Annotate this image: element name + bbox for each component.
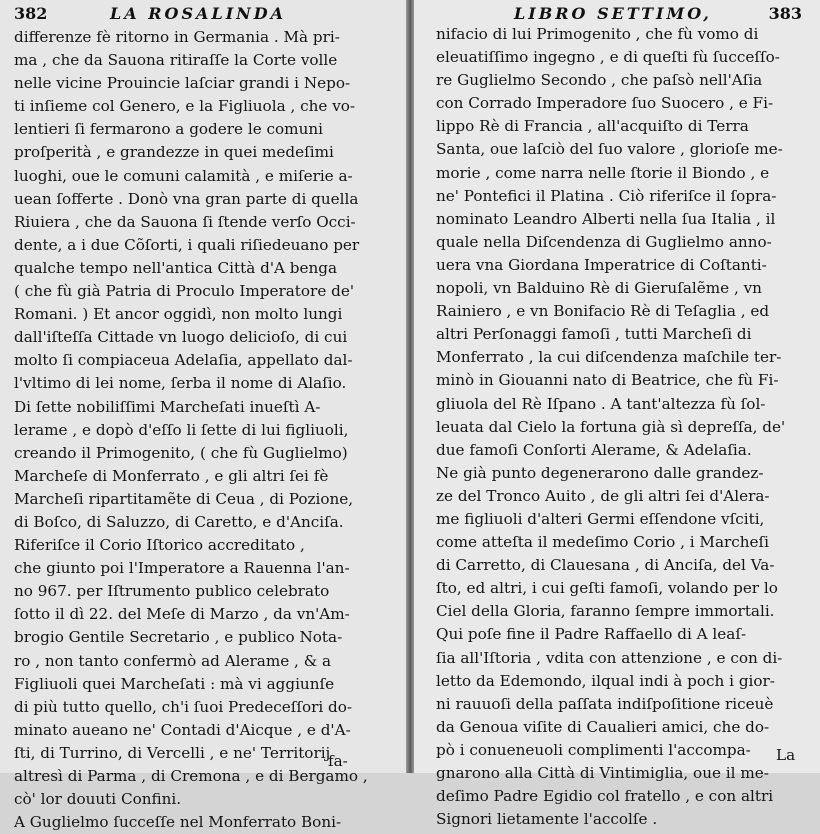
text-line: altresì di Parma , di Cremona , e di Bergamo ,	[14, 767, 368, 785]
left-running-title: LA ROSALINDA	[110, 4, 287, 23]
right-running-title: LIBRO SETTIMO,	[514, 4, 712, 23]
text-line: Ne già punto degenerarono dalle grandez-	[436, 463, 764, 482]
text-line: qualche tempo nell'antica Città d'A benga	[14, 258, 338, 277]
text-line: ſto, ed altri, i cui geſti famoſi, volando per lo	[436, 579, 778, 598]
right-catchword: La	[776, 746, 796, 764]
text-line: proſperità , e grandezze in quei medeſimi	[14, 143, 334, 162]
text-line: me figliuoli d'alteri Germi eſſendone vſciti,	[436, 509, 765, 528]
text-line: ze del Tronco Auito , de gli altri ſei d'Alera-	[436, 486, 770, 505]
text-line: creando il Primogenito, ( che fù Guglielmo)	[14, 443, 348, 462]
text-line: ni rauuoſi della paſſata indiſpoſitione riceuè	[436, 694, 774, 713]
text-line: l'vltimo di lei nome, ſerba il nome di Alaſio.	[14, 374, 347, 393]
text-line: nifacio di lui Primogenito , che fù vomo di	[436, 25, 759, 43]
text-line: Monferrato , la cui diſcendenza maſchile ter-	[436, 348, 782, 367]
left-page-number: 382	[14, 4, 48, 23]
text-line: ſia all'Iſtoria , vdita con attenzione , e con di-	[436, 648, 783, 667]
text-line: altri Perſonaggi famoſi , tutti Marcheſi di	[436, 325, 752, 344]
text-line: ro , non tanto confermò ad Alerame , & a	[14, 651, 332, 670]
text-line: che giunto poi l'Imperatore a Rauenna l'an-	[14, 559, 350, 578]
text-line: ſti, di Turrino, di Vercelli , e ne' Territorij	[14, 743, 331, 762]
text-line: deſimo Padre Egidio col fratello , e con altri	[436, 787, 774, 806]
text-line: Romani. ) Et ancor oggidì, non molto lungi	[14, 305, 343, 324]
text-line: ( che fù già Patria di Proculo Imperatore de'	[14, 282, 355, 301]
text-line: luoghi, oue le comuni calamità , e miſerie a-	[14, 166, 353, 185]
text-line: ma , che da Sauona ritiraſſe la Corte volle	[14, 51, 338, 70]
text-line: cò' lor douuti Confini.	[14, 790, 182, 809]
text-line: Marcheſi ripartitamẽte di Ceua , di Pozione,	[14, 489, 354, 508]
left-catchword: fa-	[328, 752, 348, 770]
text-line: Marcheſe di Monferrato , e gli altri ſei fè	[14, 466, 329, 485]
text-line: ſotto il dì 22. del Meſe di Marzo , da vn'Am-	[14, 605, 350, 624]
text-line: di più tutto quello, ch'i ſuoi Predeceſſori do-	[14, 697, 353, 716]
text-line: nominato Leandro Alberti nella ſua Italia , il	[436, 209, 776, 228]
text-line: no 967. per Iſtrumento publico celebrato	[14, 582, 330, 601]
left-page-header	[14, 4, 394, 26]
text-line: da Genoua viſite di Caualieri amici, che do-	[436, 717, 770, 736]
text-line: Figliuoli quei Marcheſati : mà vi aggiunſe	[14, 674, 335, 693]
text-line: pò i conueneuoli complimenti l'accompa-	[436, 740, 751, 759]
text-line: Ciel della Gloria, faranno ſempre immortali.	[436, 602, 775, 621]
text-line: ti inſieme col Genero, e la Figliuola , che vo-	[14, 97, 356, 116]
text-line: Riferiſce il Corio Iſtorico accreditato ,	[14, 536, 305, 555]
text-line: differenze fè ritorno in Germania . Mà pri-	[14, 28, 340, 46]
text-line: due famoſi Conſorti Alerame, & Adelaſia.	[436, 440, 752, 459]
text-line: uean ſofferte . Donò vna gran parte di quella	[14, 189, 359, 208]
text-line: Signori lietamente l'accolſe .	[436, 810, 658, 829]
right-page	[414, 0, 820, 829]
text-line: re Guglielmo Secondo , che paſsò nell'Aſia	[436, 71, 763, 90]
text-line: con Corrado Imperadore ſuo Suocero , e Fi-	[436, 94, 774, 113]
right-page-number: 383	[768, 4, 802, 23]
text-line: di Carretto, di Clauesana , di Anciſa, del Va-	[436, 556, 775, 575]
text-line: lippo Rè di Francia , all'acquiſto di Terra	[436, 117, 749, 136]
text-line: minò in Giouanni nato di Beatrice, che fù Fi-	[436, 371, 779, 390]
left-page	[0, 0, 408, 832]
text-line: gnarono alla Città di Vintimiglia, oue il me-	[436, 764, 769, 782]
text-line: letto da Edemondo, ilqual indi à poch i gior-	[436, 671, 775, 690]
text-line: dall'iſteſſa Cittade vn luogo delicioſo, di cui	[14, 328, 348, 347]
text-line: Qui poſe fine il Padre Raffaello di A leaſ-	[436, 625, 747, 644]
text-line: Di ſette nobiliſſimi Marcheſati inueſtì A-	[14, 397, 321, 416]
text-line: nelle vicine Prouincie laſciar grandi i Nepo-	[14, 74, 351, 93]
text-line: gliuola del Rè Iſpano . A tant'altezza fù ſol-	[436, 394, 766, 413]
text-line: nopoli, vn Balduino Rè di Gieruſalẽme , vn	[436, 279, 762, 298]
text-line: ne' Pontefici il Platina . Ciò riferiſce il ſopra-	[436, 186, 777, 205]
text-line: minato aueano ne' Contadi d'Aicque , e d'A-	[14, 720, 351, 739]
text-line: brogio Gentile Secretario , e publico Nota-	[14, 628, 343, 647]
text-line: dente, a i due Cõſorti, i quali riſiedeuano per	[14, 235, 360, 254]
left-page-text	[14, 26, 398, 834]
text-line: lentieri ſi fermarono a godere le comuni	[14, 120, 323, 139]
text-line: leuata dal Cielo la fortuna già sì depreſſa, de'	[436, 417, 786, 436]
right-page-text	[436, 23, 812, 831]
text-line: lerame , e dopò d'eſſo li ſette di lui figliuoli,	[14, 420, 349, 439]
text-line: uera vna Giordana Imperatrice di Coſtanti-	[436, 255, 767, 274]
text-line: eleuatiſſimo ingegno , e di queſti fù ſucceſſo-	[436, 48, 780, 67]
text-line: morie , come narra nelle ſtorie il Biondo , e	[436, 163, 770, 182]
text-line: come atteſta il medeſimo Corio , i Marcheſi	[436, 533, 770, 552]
text-line: Rainiero , e vn Bonifacio Rè di Teſaglia , ed	[436, 302, 770, 321]
text-line: quale nella Diſcendenza di Guglielmo anno-	[436, 232, 772, 251]
text-line: Riuiera , che da Sauona ſi ſtende verſo Occi-	[14, 212, 356, 231]
text-line: A Guglielmo ſucceſſe nel Monferrato Boni-	[14, 813, 342, 832]
text-line: di Boſco, di Saluzzo, di Caretto, e d'Anciſa.	[14, 512, 344, 531]
text-line: Santa, oue laſciò del ſuo valore , glorioſe me-	[436, 140, 783, 159]
text-line: molto ſi compiaceua Adelaſia, appellato dal-	[14, 351, 353, 370]
